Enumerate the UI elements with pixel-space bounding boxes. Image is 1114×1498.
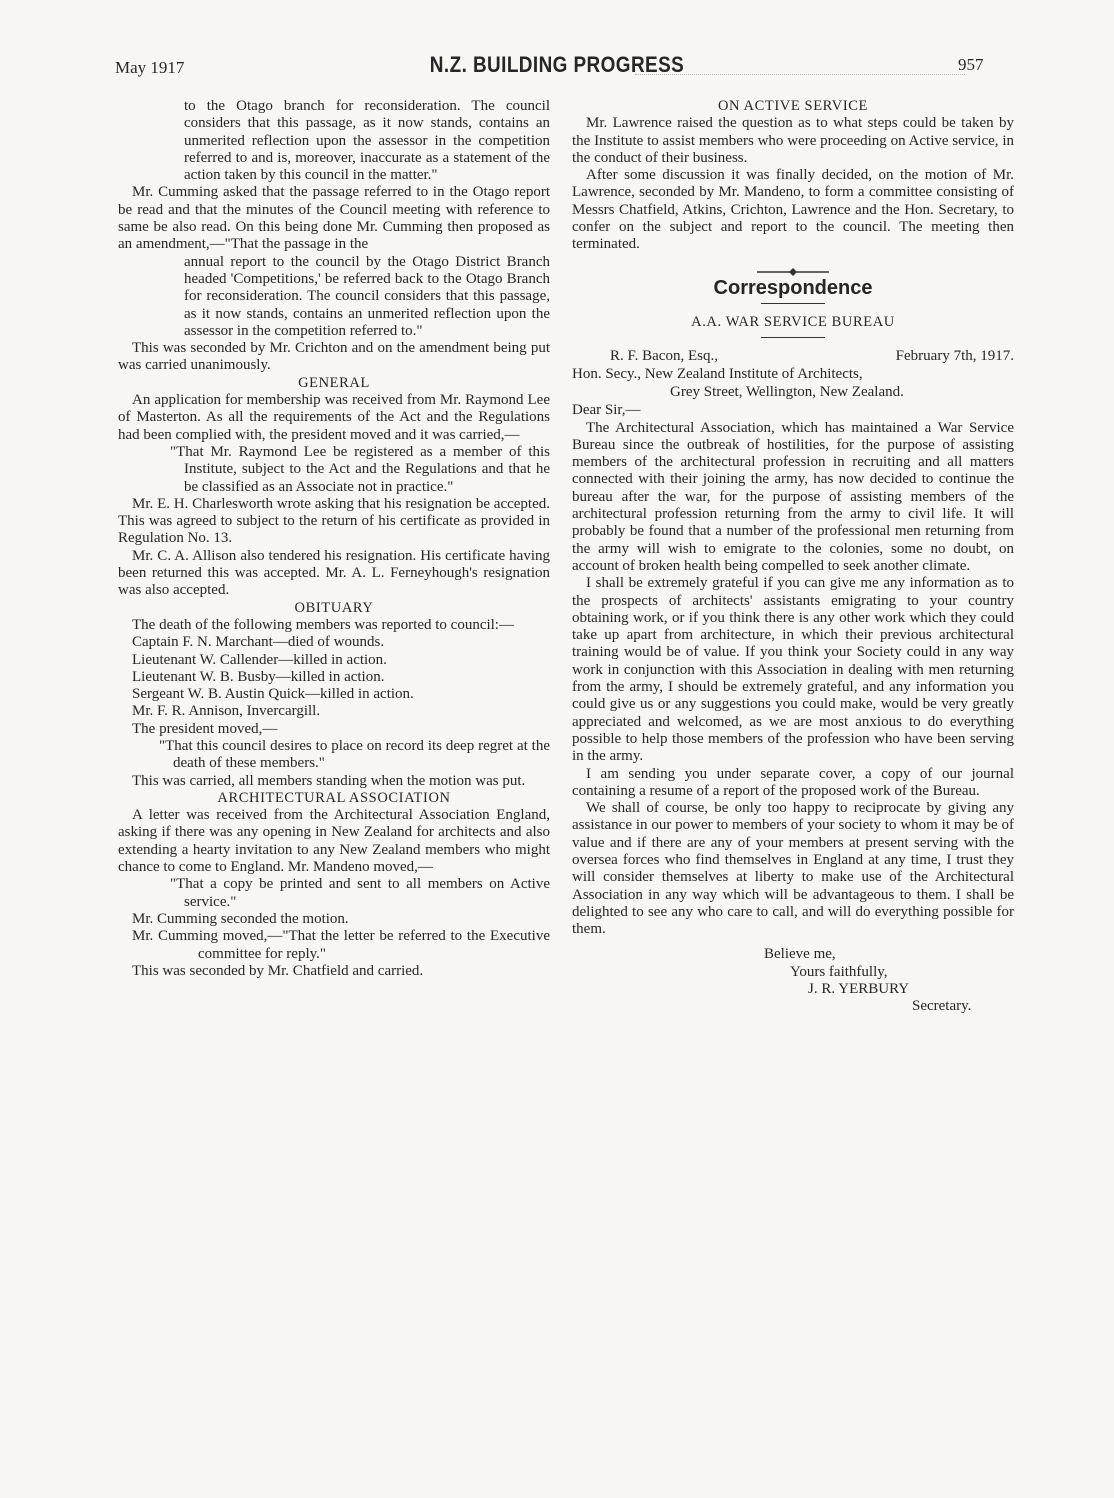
obituary-item: Lieutenant W. Callender—killed in action. — [132, 651, 387, 668]
closing-line: Believe me, — [764, 946, 836, 963]
condolence-carried: This was carried, all members standing when the motion was put. — [132, 772, 526, 789]
obituary-item: Mr. F. R. Annison, Invercargill. — [132, 703, 321, 720]
addressee-street: Grey Street, Wellington, New Zealand. — [670, 384, 904, 401]
cumming-request: Mr. Cumming asked that the passage referred to in the Otago report be read and that the minutes of the Council meeting with reference to same be also read. On this being done Mr. Cumming then proposed as an amendment,—"That the passage in the — [118, 184, 550, 253]
header-rule — [635, 74, 965, 75]
addressee-title: Hon. Secy., New Zealand Institute of Architects, — [572, 366, 863, 383]
subtitle-rule — [761, 337, 825, 338]
letter-date: February 7th, 1917. — [895, 348, 1014, 365]
issue-date: May 1917 — [115, 58, 185, 77]
charlesworth-resignation: Mr. E. H. Charlesworth wrote asking that his resignation be accepted. This was agreed to subject to the return of his certificate as provided in Regulation No. 13. — [118, 495, 550, 547]
addressee: R. F. Bacon, Esq., — [610, 348, 718, 365]
registration-motion: "That Mr. Raymond Lee be registered as a member of this Institute, subject to the Act and the Regulations and that he be classified as an Associate not in practice." — [170, 443, 550, 495]
letter-paragraph: I shall be extremely grateful if you can give me any information as to the prospects of architects' assistants emigrating to your country obtaining work, or if you think there is any other work which they could take up apart from architecture, in which their previous architectural training would be of value. If you think your Society could in any way work in conjunction with this Association in dealing with men returning from the army, I should be extremely grateful, and any information you could give us or any suggestions you could make, would be very greatly appreciated and welcomed, as we are most anxious to do everything possible to help those members of the profession who have been serving in the army. — [572, 575, 1014, 765]
heading-active-service: ON ACTIVE SERVICE — [717, 98, 868, 114]
letter-paragraph: The Architectural Association, which has maintained a War Service Bureau since the outbreak of hostilities, for the purpose of assisting members of the architectural profession in recruiting and all matters connected with their joining the army, has now decided to continue the bureau after the war, for the purpose of assisting members of the architectural profession returning from the army to civil life. It will probably be found that a number of the professional men returning from the army will wish to emigrate to the colonies, some no doubt, on account of broken health being compelled to seek another climate. — [572, 419, 1014, 574]
obituary-item: Captain F. N. Marchant—died of wounds. — [132, 634, 385, 651]
signatory-name: J. R. YERBURY — [808, 981, 910, 998]
section-title: Correspondence — [713, 276, 873, 299]
committee-decision: After some discussion it was finally decided, on the motion of Mr. Lawrence, seconded by Mr. Mandeno, to form a committee consisting of Messrs Chatfield, Atkins, Crichton, Lawrence and the Hon. Secretary, to confer on the subject and report to the council. The meeting then terminated. — [572, 167, 1014, 253]
letter-paragraph: I am sending you under separate cover, a copy of our journal containing a resume of a report of the proposed work of the Bureau. — [572, 765, 1014, 799]
title-rule — [761, 303, 825, 304]
condolence-motion: "That this council desires to place on record its deep regret at the death of these members." — [159, 737, 550, 772]
letter-address-block — [572, 348, 1014, 402]
journal-title: N.Z. BUILDING PROGRESS — [429, 52, 685, 77]
closing-line: Yours faithfully, — [790, 963, 888, 980]
heading-obituary: OBITUARY — [294, 599, 374, 616]
amendment-carried: This was seconded by Mr. Crichton and on the amendment being put was carried unanimously. — [118, 340, 550, 374]
salutation: Dear Sir,— — [572, 402, 641, 419]
allison-resignation: Mr. C. A. Allison also tendered his resignation. His certificate having been returned this was accepted. Mr. A. L. Ferneyhough's resignation was also accepted. — [118, 547, 550, 599]
lawrence-question: Mr. Lawrence raised the question as to what steps could be taken by the Institute to assist members who were proceeding on Active service, in the conduct of their business. — [572, 115, 1014, 166]
obituary-item: Lieutenant W. B. Busby—killed in action. — [132, 668, 385, 685]
letter-subtitle: A.A. WAR SERVICE BUREAU — [691, 313, 895, 330]
letter-paragraph: We shall of course, be only too happy to reciprocate by giving any assistance in our power to members of your society to whom it may be of value and if there are any of your members at present serving with the oversea forces who find themselves in England at any time, I trust they will consider themselves at liberty to make use of the Architectural Association in any way which will be advantageous to them. I shall be delighted to see any who care to call, and will do everything possible for them. — [572, 800, 1014, 938]
membership-application: An application for membership was received from Mr. Raymond Lee of Masterton. As all the requirements of the Act and the Regulations had been complied with, the president moved and it was carried,— — [118, 392, 550, 443]
cumming-seconded: Mr. Cumming seconded the motion. — [132, 910, 349, 927]
copy-motion: "That a copy be printed and sent to all members on Active service." — [170, 876, 550, 910]
heading-general: GENERAL — [298, 374, 370, 391]
president-moved: The president moved,— — [132, 720, 278, 737]
right-column — [572, 98, 1014, 1016]
executive-motion: Mr. Cumming moved,—"That the letter be referred to the Executive committee for reply." — [132, 928, 550, 962]
page-header — [0, 50, 1114, 90]
chatfield-seconded: This was seconded by Mr. Chatfield and carried. — [132, 962, 424, 979]
obituary-intro: The death of the following members was reported to council:— — [132, 616, 514, 633]
page-number: 957 — [958, 55, 984, 74]
signatory-title: Secretary. — [912, 998, 972, 1015]
heading-architectural-association: ARCHITECTURAL ASSOCIATION — [217, 789, 451, 806]
obituary-item: Sergeant W. B. Austin Quick—killed in action. — [132, 686, 414, 703]
amendment-text: annual report to the council by the Otago District Branch headed 'Competitions,' be referred back to the Otago Branch for reconsideration. The council considers that this passage, as it now stands, contains an unmerited reflection upon the assessor in the competition referred to." — [184, 253, 550, 339]
left-column — [118, 98, 550, 980]
motion-continuation: to the Otago branch for reconsideration. The council considers that this passage, as it now stands, contains an unmerited reflection upon the assessor in the competition referred to and is, moreover, inaccurate as a statement of the action taken by this council in the matter." — [184, 98, 550, 184]
aa-letter: A letter was received from the Architectural Association England, asking if there was any opening in New Zealand for architects and also extending a hearty invitation to any New Zealand members who might chance to come to England. Mr. Mandeno moved,— — [118, 807, 550, 876]
